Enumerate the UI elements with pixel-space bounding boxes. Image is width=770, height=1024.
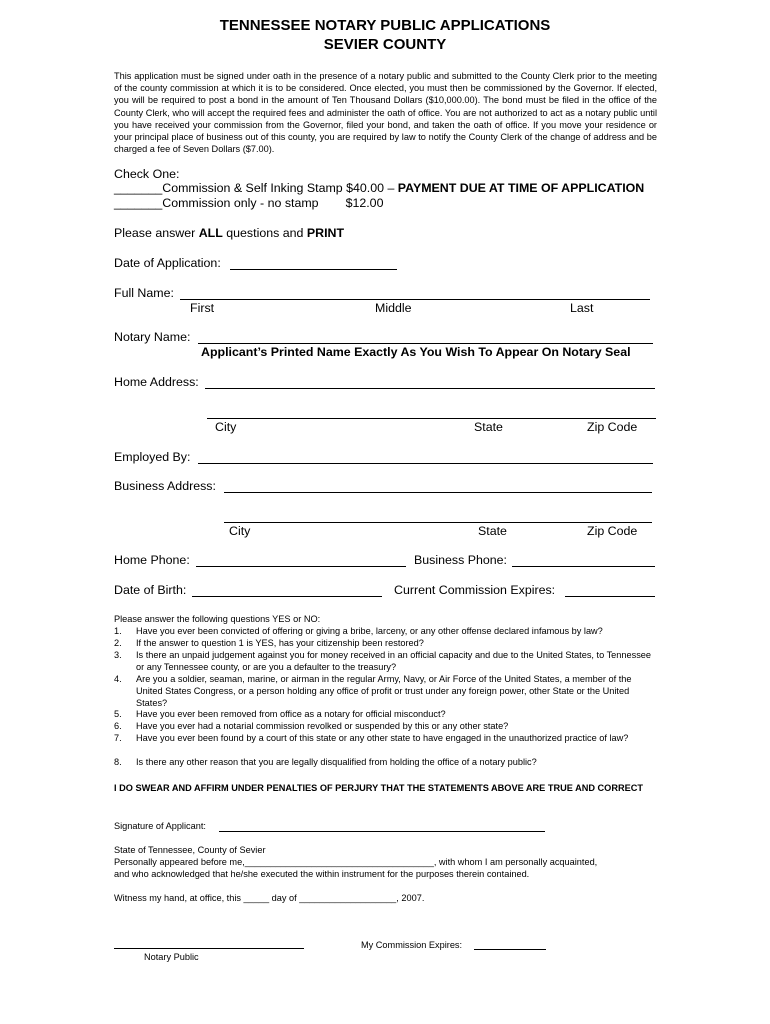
- date-of-application-label: Date of Application:: [114, 256, 221, 270]
- question-text: Have you ever been convicted of offering or giving a bribe, larceny, or any other offense declared infamous by law?: [136, 626, 603, 636]
- business-city-caption: City: [229, 524, 251, 538]
- page-subtitle: SEVIER COUNTY: [323, 36, 447, 53]
- business-address-line2-field[interactable]: [224, 522, 652, 523]
- question-text: Have you ever had a notarial commission revolked or suspended by this or any other state?: [136, 721, 509, 731]
- notary-public-caption: Notary Public: [144, 952, 199, 962]
- question-text: Have you ever been removed from office as a notary for official misconduct?: [136, 709, 446, 719]
- my-commission-expires-label: My Commission Expires:: [361, 940, 463, 950]
- notary-name-caption: Applicant’s Printed Name Exactly As You Wish To Appear On Notary Seal: [201, 345, 631, 359]
- home-address-field[interactable]: [205, 388, 655, 389]
- question-item: [114, 757, 658, 769]
- full-name-field[interactable]: [180, 299, 650, 300]
- signature-label: Signature of Applicant:: [114, 821, 206, 831]
- question-number: 8.: [114, 757, 122, 767]
- appeared-blank[interactable]: _____________________________________: [244, 857, 434, 867]
- first-caption: First: [190, 301, 215, 315]
- appeared-pre: Personally appeared before me,: [114, 857, 245, 867]
- date-of-birth-field[interactable]: [192, 596, 382, 597]
- date-of-birth-label: Date of Birth:: [114, 583, 187, 597]
- question-number: 3.: [114, 650, 122, 660]
- state-county-line: State of Tennessee, County of Sevier: [114, 845, 266, 855]
- full-name-label: Full Name:: [114, 286, 174, 300]
- instruction-pre: Please answer: [114, 226, 199, 240]
- option2-text: Commission only - no stamp: [162, 196, 319, 210]
- date-of-application-field[interactable]: [230, 269, 397, 270]
- business-phone-label: Business Phone:: [414, 553, 507, 567]
- business-state-caption: State: [478, 524, 507, 538]
- witness-line: Witness my hand, at office, this _____ day of ___________________, 2007.: [114, 893, 425, 903]
- question-text: Is there an unpaid judgement against you for money received in an official capacity and due to the United States, to Tennessee or any Tennessee county, or are you a defaulter to the treasury?: [136, 650, 652, 672]
- instruction-mid: questions and: [222, 226, 307, 240]
- question-item: [114, 733, 658, 757]
- option1-text: Commission & Self Inking Stamp $40.00 –: [162, 181, 398, 195]
- option-commission-stamp[interactable]: [114, 181, 644, 195]
- option1-payment-note: PAYMENT DUE AT TIME OF APPLICATION: [397, 181, 645, 195]
- question-number: 4.: [114, 674, 122, 684]
- employed-by-label: Employed By:: [114, 450, 191, 464]
- instruction: [114, 226, 344, 240]
- employed-by-field[interactable]: [198, 463, 653, 464]
- middle-caption: Middle: [375, 301, 412, 315]
- question-item: [114, 674, 658, 710]
- home-state-caption: State: [474, 420, 503, 434]
- home-city-caption: City: [215, 420, 237, 434]
- question-number: 1.: [114, 626, 122, 636]
- option1-blank: _______: [114, 181, 163, 195]
- question-text: If the answer to question 1 is YES, has your citizenship been restored?: [136, 638, 424, 648]
- option2-price: $12.00: [345, 196, 384, 210]
- question-number: 7.: [114, 733, 122, 743]
- intro-paragraph: This application must be signed under oath in the presence of a notary public and submitted to the County Clerk prior to the meeting of the county commission at which it is to be considered. Once elected, you must then be commissioned by the Governor. If elected, you will be required to post a bond in the amount of Ten Thousand Dollars ($10,000.00). The bond must be filed in the office of the County Clerk, who will accept the required fees and administer the oath of office. You are not authorized to act as a notary public until you have received your commission from the Governor, filed your bond, and taken the oath of office. If you move your residence or your principal place of business out of this county, you are required by law to notify the County Clerk of the change of address and be charged a fee of Seven Dollars ($7.00).: [114, 71, 657, 155]
- commission-expires-label: Current Commission Expires:: [394, 583, 556, 597]
- home-address-line2-field[interactable]: [207, 418, 656, 419]
- question-text: Have you ever been found by a court of this state or any other state to have engaged in the unauthorized practice of law?: [136, 733, 629, 743]
- instruction-all: ALL: [198, 226, 223, 240]
- home-phone-label: Home Phone:: [114, 553, 190, 567]
- my-commission-expires-field[interactable]: [474, 949, 546, 950]
- question-number: 6.: [114, 721, 122, 731]
- commission-expires-field[interactable]: [565, 596, 655, 597]
- question-text: Is there any other reason that you are legally disqualified from holding the office of a notary public?: [136, 757, 537, 767]
- question-item: [114, 638, 658, 650]
- oath-statement: I DO SWEAR AND AFFIRM UNDER PENALTIES OF PERJURY THAT THE STATEMENTS ABOVE ARE TRUE AND CORRECT: [114, 783, 643, 793]
- appeared-post: , with whom I am personally acquainted,: [433, 857, 598, 867]
- last-caption: Last: [570, 301, 594, 315]
- question-item: [114, 721, 658, 733]
- home-phone-field[interactable]: [196, 566, 406, 567]
- business-zip-caption: Zip Code: [587, 524, 638, 538]
- question-number: 2.: [114, 638, 122, 648]
- question-number: 5.: [114, 709, 122, 719]
- signature-field[interactable]: [219, 831, 545, 832]
- business-address-field[interactable]: [224, 492, 652, 493]
- question-item: [114, 709, 658, 721]
- appeared-line: [114, 857, 597, 867]
- questions-intro: Please answer the following questions YES or NO:: [114, 614, 321, 624]
- home-zip-caption: Zip Code: [587, 420, 638, 434]
- question-item: [114, 650, 658, 674]
- page-title: TENNESSEE NOTARY PUBLIC APPLICATIONS: [219, 17, 551, 34]
- option-commission-only[interactable]: [114, 196, 383, 210]
- instruction-print: PRINT: [306, 226, 345, 240]
- business-phone-field[interactable]: [512, 566, 655, 567]
- notary-name-field[interactable]: [198, 343, 653, 344]
- home-address-label: Home Address:: [114, 375, 199, 389]
- option2-blank: _______: [114, 196, 163, 210]
- check-one-label: Check One:: [114, 167, 180, 181]
- acknowledgement-line: and who acknowledged that he/she executed the within instrument for the purposes therein contained.: [114, 869, 530, 879]
- notary-signature-field[interactable]: [114, 948, 304, 949]
- question-text: Are you a soldier, seaman, marine, or airman in the regular Army, Navy, or Air Force of the United States, a member of the United States Congress, or a person holding any office of profit or trust under any foreign power, other State or the United States?: [136, 674, 632, 708]
- notary-name-label: Notary Name:: [114, 330, 191, 344]
- business-address-label: Business Address:: [114, 479, 216, 493]
- question-item: [114, 626, 658, 638]
